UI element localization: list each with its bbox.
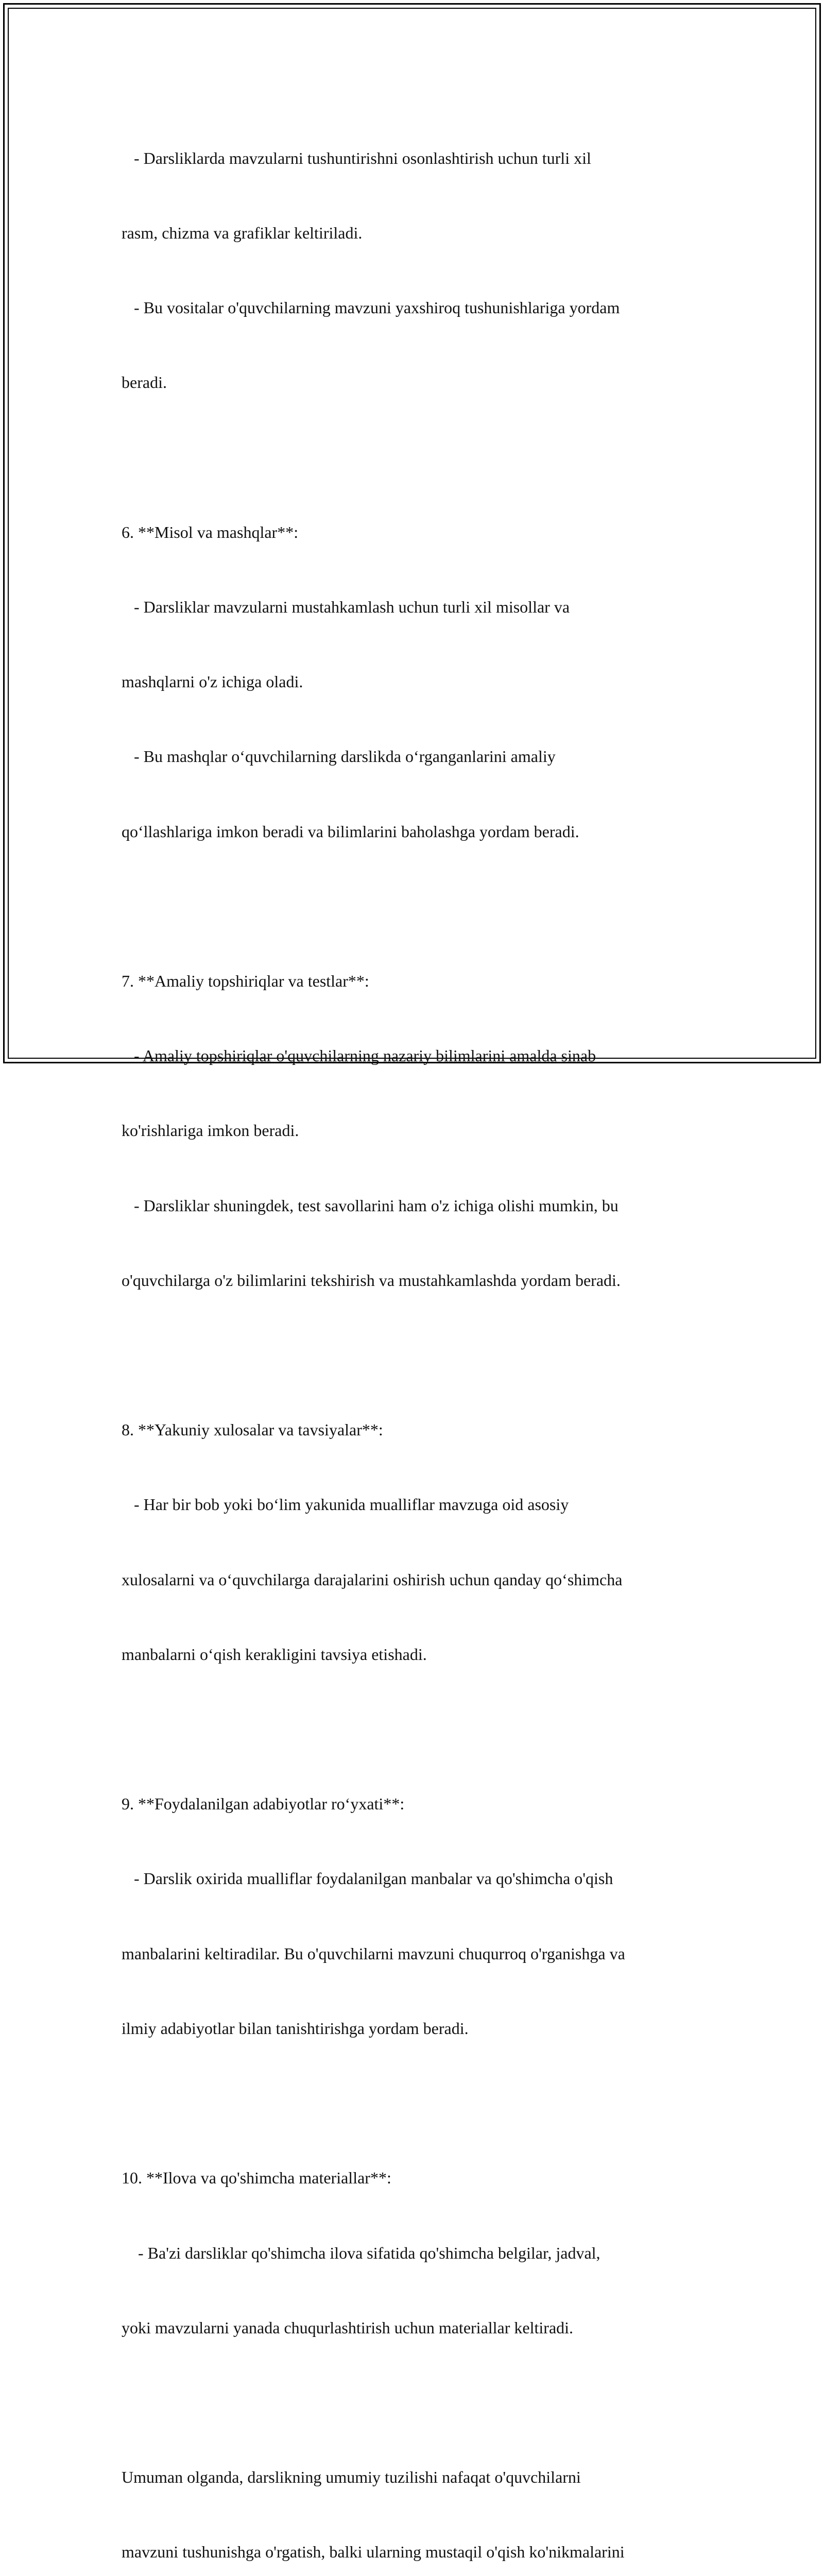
- section-heading-6: 6. **Misol va mashqlar**:: [122, 522, 299, 541]
- text-line: - Darslik oxirida mualliflar foydalanilgan manbalar va qo'shimcha o'qish: [122, 1869, 613, 1888]
- text-line: o'quvchilarga o'z bilimlarini tekshirish va mustahkamlashda yordam beradi.: [122, 1270, 621, 1290]
- blank-line: [122, 1343, 714, 1367]
- blank-line: [122, 1717, 714, 1741]
- text-line: yoki mavzularni yanada chuqurlashtirish uchun materiallar keltiradi.: [122, 2318, 574, 2337]
- text-line: ko'rishlariga imkon beradi.: [122, 1121, 299, 1140]
- section-heading-10: 10. **Ilova va qo'shimcha materiallar**:: [122, 2168, 391, 2188]
- text-line: manbalarini keltiradilar. Bu o'quvchilarni mavzuni chuqurroq o'rganishga va: [122, 1944, 625, 1963]
- text-line: beradi.: [122, 373, 167, 392]
- blank-line: [122, 445, 714, 470]
- section-heading-8: 8. **Yakuniy xulosalar va tavsiyalar**:: [122, 1420, 383, 1439]
- text-line: Umuman olganda, darslikning umumiy tuzilishi nafaqat o'quvchilarni: [122, 2468, 581, 2487]
- text-line: - Ba'zi darsliklar qo'shimcha ilova sifatida qo'shimcha belgilar, jadval,: [122, 2243, 600, 2262]
- text-line: - Bu vositalar o'quvchilarning mavzuni yaxshiroq tushunishlariga yordam: [122, 298, 620, 317]
- section-heading-9: 9. **Foydalanilgan adabiyotlar ro‘yxati**:: [122, 1794, 405, 1814]
- text-line: - Bu mashqlar o‘quvchilarning darslikda o‘rganganlarini amaliy: [122, 747, 556, 766]
- text-line: - Amaliy topshiriqlar o'quvchilarning nazariy bilimlarini amalda sinab: [122, 1046, 596, 1065]
- text-line: xulosalarni va o‘quvchilarga darajalarini oshirish uchun qanday qo‘shimcha: [122, 1570, 623, 1589]
- text-line: - Darsliklar mavzularni mustahkamlash uchun turli xil misollar va: [122, 598, 570, 617]
- section-heading-7: 7. **Amaliy topshiriqlar va testlar**:: [122, 972, 369, 991]
- text-line: - Har bir bob yoki bo‘lim yakunida mualliflar mavzuga oid asosiy: [122, 1495, 569, 1514]
- text-line: mavzuni tushunishga o'rgatish, balki ularning mustaqil o'qish ko'nikmalarini: [122, 2543, 625, 2562]
- text-line: manbalarni o‘qish kerakligini tavsiya etishadi.: [122, 1645, 427, 1664]
- text-line: rasm, chizma va grafiklar keltiriladi.: [122, 224, 363, 243]
- text-line: - Darsliklar shuningdek, test savollarini ham o'z ichiga olishi mumkin, bu: [122, 1196, 619, 1215]
- blank-line: [122, 2390, 714, 2415]
- text-line: ilmiy adabiyotlar bilan tanishtirishga yordam beradi.: [122, 2019, 469, 2038]
- text-line: mashqlarni o'z ichiga oladi.: [122, 672, 303, 691]
- blank-line: [122, 2091, 714, 2115]
- blank-line: [122, 894, 714, 919]
- text-line: - Darsliklarda mavzularni tushuntirishni osonlashtirish uchun turli xil: [122, 148, 591, 167]
- text-line: qo‘llashlariga imkon beradi va bilimlarini baholashga yordam beradi.: [122, 822, 579, 841]
- document-body: [122, 96, 714, 2576]
